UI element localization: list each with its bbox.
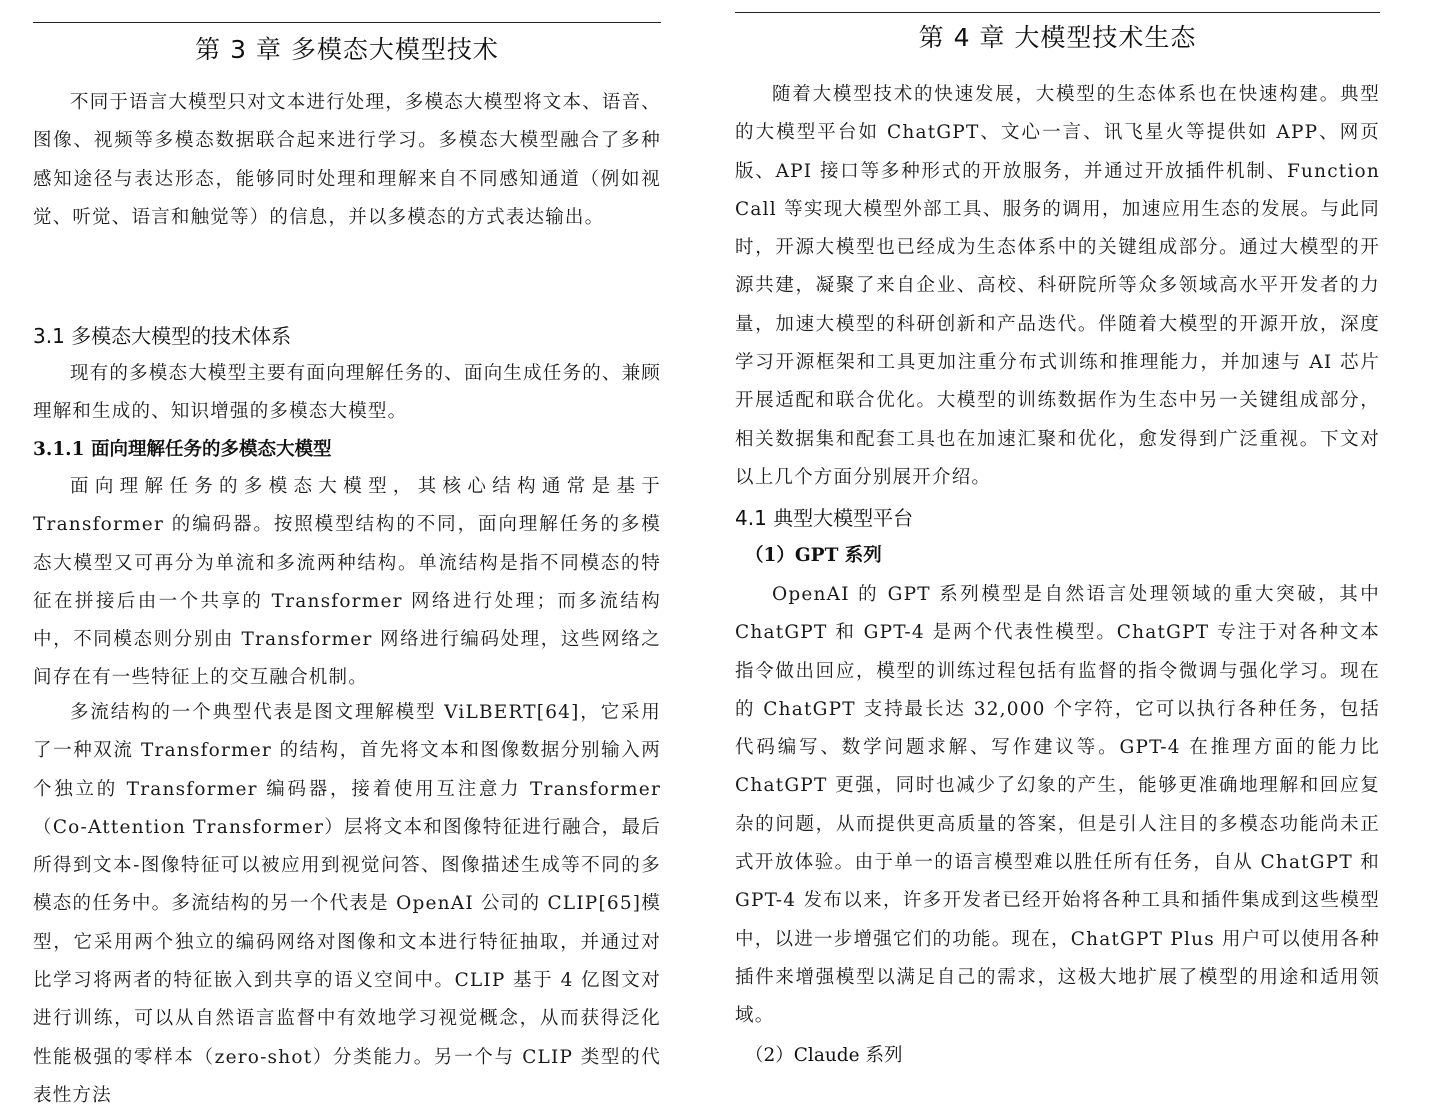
- paragraph-multistream: 多流结构的一个典型代表是图文理解模型 ViLBERT[64]，它采用了一种双流 Transformer 的结构，首先将文本和图像数据分别输入两个独立的 Transformer 编码器，接着使用互注意力 Transformer（Co-Attention Transformer）层将文本和图像特征进行融合，最后所得到文本-图像特征可以被应用到视觉问答、图像描述生成等不同的多模态的任务中。多流结构的另一个代表是 OpenAI 公司的 CLIP[65]模型，它采用两个独立的编码网络对图像和文本进行特征抽取，并通过对比学习将两者的特征嵌入到共享的语义空间中。CLIP 基于 4 亿图文对进行训练，可以从自然语言监督中有效地学习视觉概念，从而获得泛化性能极强的零样本（zero-shot）分类能力。另一个与 CLIP 类型的代表性方法: [33, 702, 661, 1106]
- paragraph-understanding: 面向理解任务的多模态大模型，其核心结构通常是基于 Transformer 的编码器。按照模型结构的不同，面向理解任务的多模态大模型又可再分为单流和多流两种结构。单流结构是指不同模态的特征在拼接后由一个共享的 Transformer 网络进行处理；而多流结构中，不同模态则分别由 Transformer 网络进行编码处理，这些网络之间存在有一些特征上的交互融合机制。: [33, 476, 661, 689]
- section-paragraph: 现有的多模态大模型主要有面向理解任务的、面向生成任务的、兼顾理解和生成的、知识增强的多模态大模型。: [33, 363, 662, 423]
- header-rule: [735, 12, 1380, 13]
- intro-paragraph: 随着大模型技术的快速发展，大模型的生态体系也在快速构建。典型的大模型平台如 ChatGPT、文心一言、讯飞星火等提供如 APP、网页版、API 接口等多种形式的开放服务，并通过开放插件机制、Function Call 等实现大模型外部工具、服务的调用，加速应用生态的发展。与此同时，开源大模型也已经成为生态体系中的关键组成部分。通过大模型的开源共建，凝聚了来自企业、高校、科研院所等众多领域高水平开发者的力量，加速大模型的科研创新和产品迭代。伴随着大模型的开源开放，深度学习开源框架和工具更加注重分布式训练和推理能力，并加速与 AI 芯片开展适配和联合优化。大模型的训练数据作为生态中另一关键组成部分，相关数据集和配套工具也在加速汇聚和优化，愈发得到广泛重视。下文对以上几个方面分别展开介绍。: [735, 84, 1380, 488]
- header-rule: [33, 22, 661, 23]
- claude-heading: （2）Claude 系列: [745, 1045, 903, 1066]
- chapter-title: 第 4 章 大模型技术生态: [918, 23, 1197, 52]
- chapter-title: 第 3 章 多模态大模型技术: [195, 35, 499, 64]
- section-heading: 3.1 多模态大模型的技术体系: [33, 324, 292, 348]
- subsection-heading: 3.1.1 面向理解任务的多模态大模型: [33, 439, 332, 460]
- gpt-paragraph: OpenAI 的 GPT 系列模型是自然语言处理领域的重大突破，其中 ChatGPT 和 GPT-4 是两个代表性模型。ChatGPT 专注于对各种文本指令做出回应，模型的训练过程包括有监督的指令微调与强化学习。现在的 ChatGPT 支持最长达 32,000 个字符，它可以执行各种任务，包括代码编写、数学问题求解、写作建议等。GPT-4 在推理方面的能力比 ChatGPT 更强，同时也减少了幻象的产生，能够更准确地理解和回应复杂的问题，从而提供更高质量的答案，但是引人注目的多模态功能尚未正式开放体验。由于单一的语言模型难以胜任所有任务，自从 ChatGPT 和 GPT-4 发布以来，许多开发者已经开始将各种工具和插件集成到这些模型中，以进一步增强它们的功能。现在，ChatGPT Plus 用户可以使用各种插件来增强模型以满足自己的需求，这极大地扩展了模型的用途和适用领域。: [735, 584, 1380, 1027]
- gpt-heading: （1）GPT 系列: [745, 545, 882, 566]
- section-heading: 4.1 典型大模型平台: [735, 506, 914, 530]
- intro-paragraph: 不同于语言大模型只对文本进行处理，多模态大模型将文本、语音、图像、视频等多模态数据联合起来进行学习。多模态大模型融合了多种感知途径与表达形态，能够同时处理和理解来自不同感知通道（例如视觉、听觉、语言和触觉等）的信息，并以多模态的方式表达输出。: [33, 92, 662, 228]
